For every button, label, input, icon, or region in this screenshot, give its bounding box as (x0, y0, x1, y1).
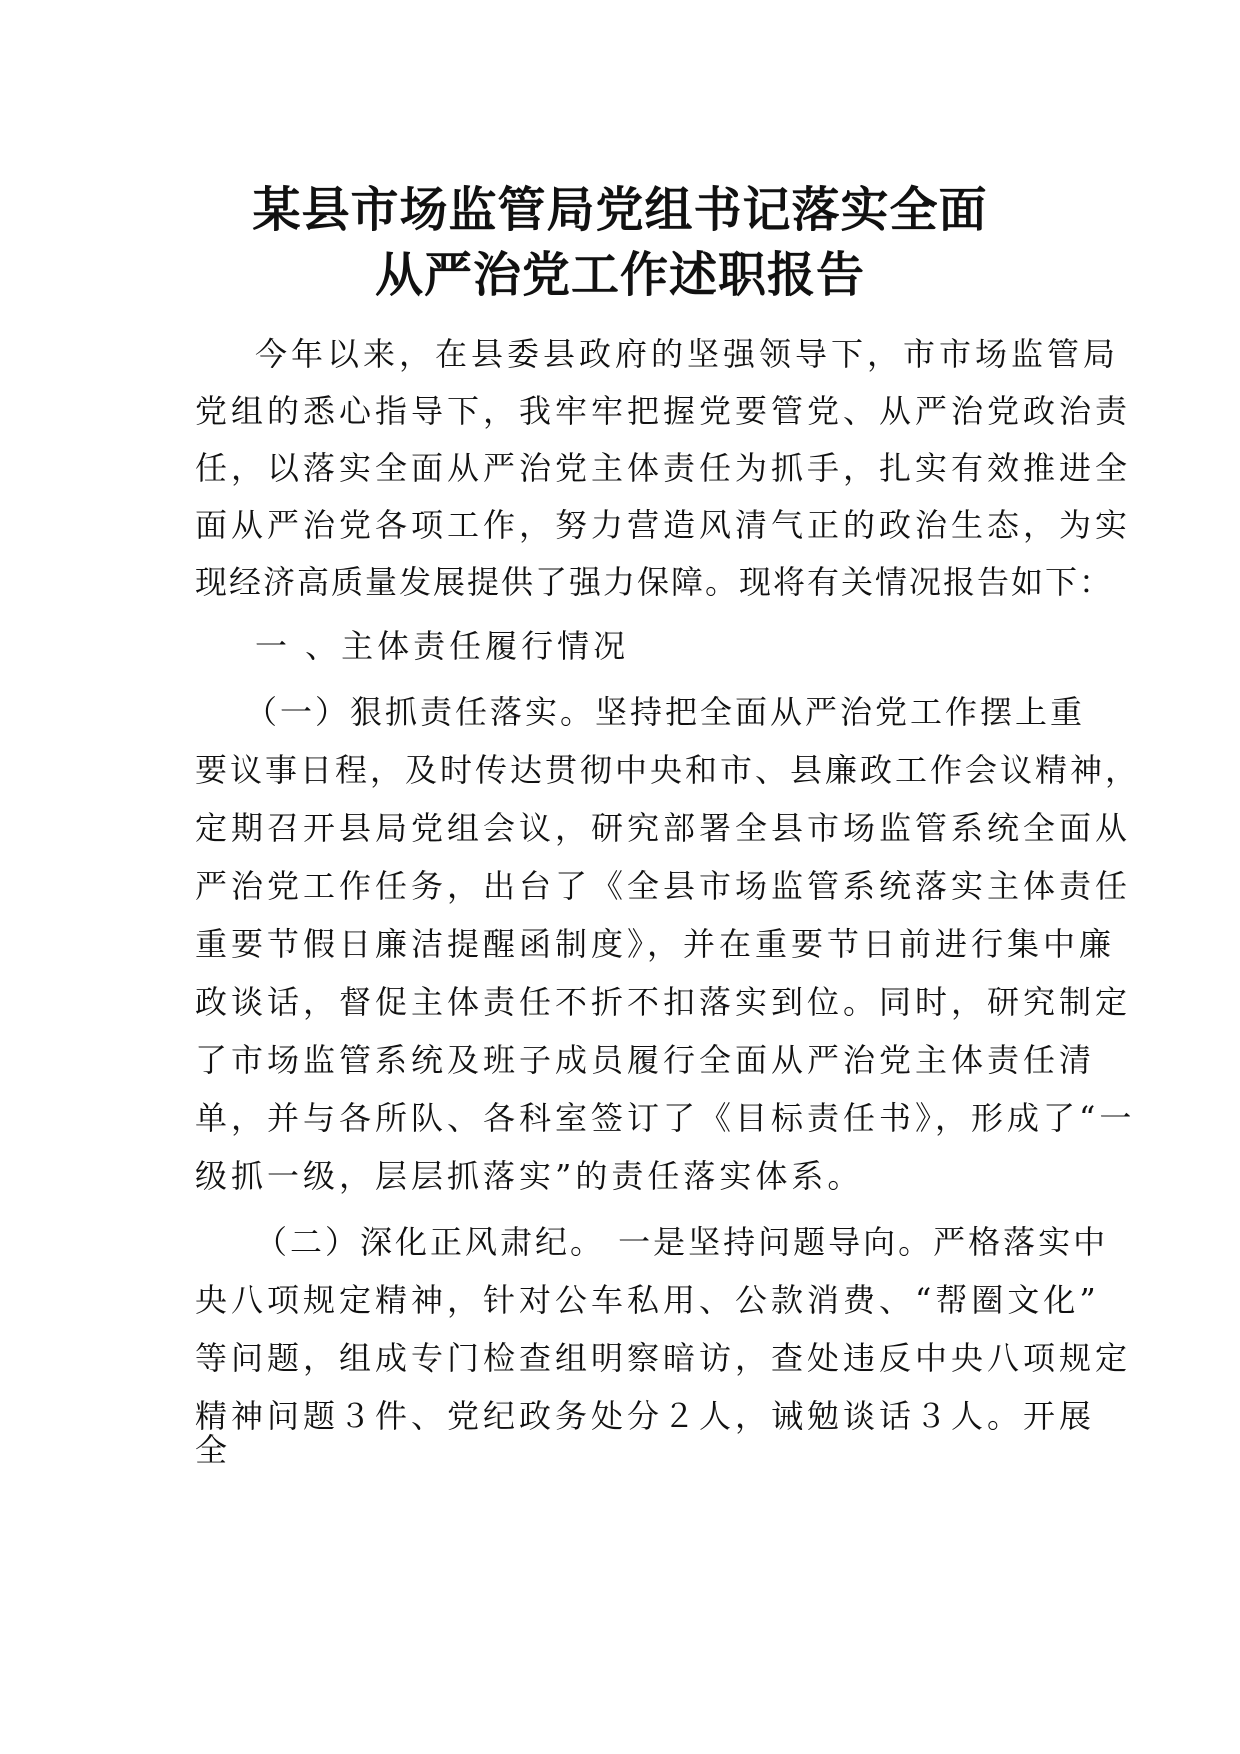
body-line: 面从严治党各项工作，努力营造风清气正的政治生态，为实 (195, 506, 1132, 544)
body-line: （二）深化正风肃纪。 一是坚持问题导向。严格落实中 (255, 1223, 1109, 1261)
body-line: 级抓一级，层层抓落实”的责任落实体系。 (195, 1157, 864, 1195)
body-line: 现经济高质量发展提供了强力保障。现将有关情况报告如下： (195, 563, 1114, 601)
body-line: 单，并与各所队、各科室签订了《目标责任书》，形成了“一 (195, 1099, 1136, 1137)
body-line: 精神问题３件、党纪政务处分２人，诫勉谈话３人。开展 (195, 1397, 1096, 1435)
body-line: 了市场监管系统及班子成员履行全面从严治党主体责任清 (195, 1041, 1096, 1079)
body-line: 任，以落实全面从严治党主体责任为抓手，扎实有效推进全 (195, 449, 1132, 487)
body-line: 等问题，组成专门检查组明察暗访，查处违反中央八项规定 (195, 1339, 1132, 1377)
document-title-line-2: 从严治党工作述职报告 (374, 247, 865, 303)
body-line: 今年以来，在县委县政府的坚强领导下，市市场监管局 (255, 335, 1120, 373)
document-title-line-1: 某县市场监管局党组书记落实全面 (252, 182, 988, 238)
body-line: 央八项规定精神，针对公车私用、公款消费、“帮圈文化” (195, 1281, 1100, 1319)
body-line: 重要节假日廉洁提醒函制度》，并在重要节日前进行集中廉 (195, 925, 1116, 963)
section-heading: 一 、主体责任履行情况 (255, 627, 630, 665)
body-line: （一）狠抓责任落实。坚持把全面从严治党工作摆上重 (245, 693, 1086, 731)
body-line: 全 (195, 1431, 232, 1469)
body-line: 严治党工作任务，出台了《全县市场监管系统落实主体责任 (195, 867, 1132, 905)
body-line: 党组的悉心指导下，我牢牢把握党要管党、从严治党政治责 (195, 392, 1132, 430)
body-line: 定期召开县局党组会议，研究部署全县市场监管系统全面从 (195, 809, 1132, 847)
body-line: 要议事日程，及时传达贯彻中央和市、县廉政工作会议精神， (195, 751, 1141, 789)
body-line: 政谈话，督促主体责任不折不扣落实到位。同时，研究制定 (195, 983, 1132, 1021)
